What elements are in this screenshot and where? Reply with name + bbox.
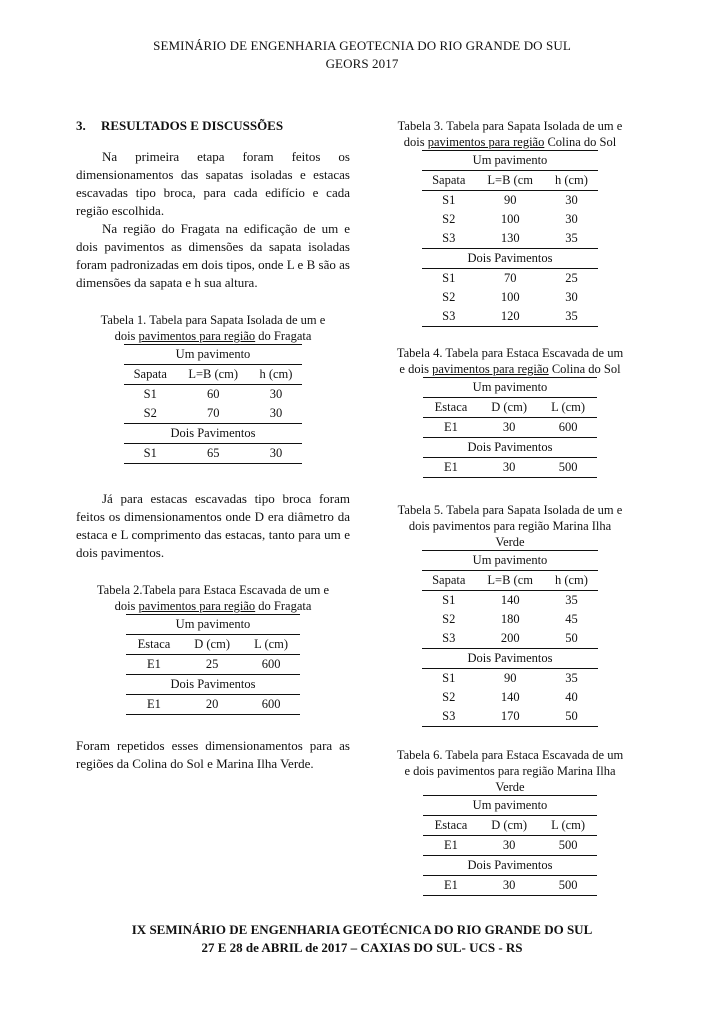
table-cell: S1 xyxy=(124,444,177,464)
group-label-dois-pavimentos: Dois Pavimentos xyxy=(422,249,598,269)
group-label-um-pavimento: Um pavimento xyxy=(423,796,597,816)
group-row xyxy=(423,796,597,816)
table-5-caption-line3: Verde xyxy=(495,535,525,549)
table-4-block xyxy=(374,345,646,478)
caption-text: dois xyxy=(403,135,428,149)
table-4-caption xyxy=(374,345,646,377)
header-row xyxy=(423,398,597,418)
table-cell: 600 xyxy=(242,695,300,715)
table-row xyxy=(422,629,598,649)
group-label-um-pavimento: Um pavimento xyxy=(124,345,302,365)
table-cell: 140 xyxy=(476,591,545,611)
table-row xyxy=(126,695,300,715)
table-cell: 500 xyxy=(539,876,597,896)
table-cell: 30 xyxy=(479,458,539,478)
table-row xyxy=(422,191,598,211)
table-cell: 45 xyxy=(565,612,578,626)
table-3-block xyxy=(374,118,646,327)
table-cell: 30 xyxy=(565,212,578,226)
table-2-caption xyxy=(76,582,350,614)
table-cell: 30 xyxy=(250,444,302,464)
table-row xyxy=(423,836,597,856)
table-cell: 20 xyxy=(182,695,242,715)
group-label-um-pavimento: Um pavimento xyxy=(422,151,598,171)
table-cell: E1 xyxy=(423,458,479,478)
caption-text: Colina do Sol xyxy=(544,135,617,149)
table-row xyxy=(423,876,597,896)
table-cell: E1 xyxy=(126,695,182,715)
group-row xyxy=(422,249,598,269)
table-cell: S3 xyxy=(442,631,456,645)
table-cell: 35 xyxy=(545,591,598,611)
group-label-dois-pavimentos: Dois Pavimentos xyxy=(422,649,598,669)
table-cell: 35 xyxy=(565,231,578,245)
table-cell: 130 xyxy=(500,231,520,245)
column-header: L=B (cm) xyxy=(177,365,250,385)
table-cell: E1 xyxy=(126,655,182,675)
table-row xyxy=(422,288,598,307)
header-row xyxy=(423,816,597,836)
running-header-line2: GEORS 2017 xyxy=(325,56,399,71)
right-column xyxy=(374,118,646,896)
table-cell: 90 xyxy=(476,669,545,689)
table-cell: 30 xyxy=(479,418,539,438)
table-5 xyxy=(422,550,598,727)
group-row xyxy=(422,151,598,171)
running-header-line1: SEMINÁRIO DE ENGENHARIA GEOTECNIA DO RIO GRANDE DO SUL xyxy=(153,38,571,53)
column-header: Estaca xyxy=(423,816,479,836)
table-5-caption-line1: Tabela 5. Tabela para Sapata Isolada de um e xyxy=(397,503,623,517)
table-cell: 30 xyxy=(269,406,283,420)
caption-text: dois xyxy=(114,329,139,343)
group-row xyxy=(126,675,300,695)
table-2-caption-line2 xyxy=(76,598,350,614)
group-label-dois-pavimentos: Dois Pavimentos xyxy=(423,438,597,458)
table-6-caption xyxy=(374,747,646,795)
table-cell: 60 xyxy=(177,385,250,405)
caption-underlined: pavimentos para região xyxy=(138,599,256,613)
table-cell: S3 xyxy=(422,707,476,727)
section-title: RESULTADOS E DISCUSSÕES xyxy=(101,118,284,133)
table-cell: 30 xyxy=(545,191,598,211)
table-4-caption-line2 xyxy=(374,361,646,377)
table-row xyxy=(422,269,598,289)
header-row xyxy=(124,365,302,385)
table-4 xyxy=(423,377,597,478)
table-6-caption-line1: Tabela 6. Tabela para Estaca Escavada de um xyxy=(396,748,624,762)
table-cell: S1 xyxy=(422,191,476,211)
table-cell: 25 xyxy=(545,269,598,289)
caption-underlined: pavimentos para região xyxy=(427,135,545,149)
table-4-caption-line1: Tabela 4. Tabela para Estaca Escavada de um xyxy=(396,346,624,360)
table-cell: E1 xyxy=(423,836,479,856)
header-row xyxy=(422,171,598,191)
table-cell: 200 xyxy=(500,631,520,645)
column-header: Sapata xyxy=(422,171,476,191)
table-cell: 35 xyxy=(545,307,598,327)
group-label-dois-pavimentos: Dois Pavimentos xyxy=(423,856,597,876)
table-cell: E1 xyxy=(423,418,479,438)
table-cell: 30 xyxy=(479,876,539,896)
table-cell: S3 xyxy=(422,307,476,327)
column-header: h (cm) xyxy=(545,171,598,191)
table-cell: S1 xyxy=(422,669,476,689)
group-label-um-pavimento: Um pavimento xyxy=(422,551,598,571)
table-1 xyxy=(124,344,302,464)
table-1-block xyxy=(76,312,350,464)
caption-underlined: pavimentos para região xyxy=(432,362,549,376)
table-2-caption-line1: Tabela 2.Tabela para Estaca Escavada de um e xyxy=(96,583,330,597)
paragraph-3: Já para estacas escavadas tipo broca foram feitos os dimensionamentos onde D era diâmetro da estaca e L comprimento das estacas, tanto para um e dois pavimentos. xyxy=(76,491,350,560)
section-heading xyxy=(76,118,350,134)
table-6-caption-line3: Verde xyxy=(495,780,525,794)
group-row xyxy=(124,424,302,444)
caption-underlined: pavimentos para região xyxy=(138,329,256,343)
column-header: D (cm) xyxy=(479,816,539,836)
table-5-block xyxy=(374,502,646,727)
group-row xyxy=(422,551,598,571)
table-cell: 70 xyxy=(476,269,545,289)
group-row xyxy=(124,345,302,365)
group-label-dois-pavimentos: Dois Pavimentos xyxy=(124,424,302,444)
table-row xyxy=(422,591,598,611)
table-2 xyxy=(126,614,300,715)
column-header: D (cm) xyxy=(182,635,242,655)
table-cell: S2 xyxy=(143,406,157,420)
table-cell: 600 xyxy=(242,655,300,675)
table-cell: S3 xyxy=(442,231,456,245)
table-6-caption-line2: e dois pavimentos para região Marina Ilha xyxy=(404,764,616,778)
table-row xyxy=(124,444,302,464)
table-1-caption-line2 xyxy=(76,328,350,344)
table-cell: 90 xyxy=(476,191,545,211)
table-cell: S1 xyxy=(422,591,476,611)
column-header: Estaca xyxy=(423,398,479,418)
table-cell: S2 xyxy=(442,290,456,304)
table-cell: 30 xyxy=(250,385,302,405)
table-3-caption-line2 xyxy=(374,134,646,150)
column-header: L=B (cm xyxy=(476,571,545,591)
table-cell: 170 xyxy=(476,707,545,727)
table-cell: 35 xyxy=(545,669,598,689)
column-header: Sapata xyxy=(124,365,177,385)
table-row xyxy=(422,210,598,229)
table-cell: S1 xyxy=(124,385,177,405)
table-row xyxy=(422,307,598,327)
table-6-block xyxy=(374,747,646,896)
table-cell: 25 xyxy=(182,655,242,675)
table-cell: S2 xyxy=(442,690,456,704)
table-cell: 70 xyxy=(206,406,220,420)
table-row xyxy=(422,610,598,629)
table-cell: 500 xyxy=(539,836,597,856)
table-cell: S1 xyxy=(422,269,476,289)
table-row xyxy=(126,655,300,675)
column-header: L (cm) xyxy=(242,635,300,655)
header-row xyxy=(126,635,300,655)
table-3-caption xyxy=(374,118,646,150)
column-header: L (cm) xyxy=(539,398,597,418)
table-row xyxy=(124,404,302,424)
paragraph-2: Na região do Fragata na edificação de um e dois pavimentos as dimensões da sapata isoladas foram padronizadas em dois tipos, onde L e B são as dimensões da sapata e h sua altura. xyxy=(76,221,350,290)
table-5-caption xyxy=(374,502,646,550)
table-cell: 500 xyxy=(539,458,597,478)
table-row xyxy=(423,418,597,438)
table-cell: 140 xyxy=(500,690,520,704)
group-row xyxy=(126,615,300,635)
table-cell: 65 xyxy=(177,444,250,464)
group-label-um-pavimento: Um pavimento xyxy=(423,378,597,398)
group-row xyxy=(423,438,597,458)
table-1-caption-line1: Tabela 1. Tabela para Sapata Isolada de um e xyxy=(100,313,326,327)
table-cell: 30 xyxy=(479,836,539,856)
paragraph-4: Foram repetidos esses dimensionamentos para as regiões da Colina do Sol e Marina Ilha Verde. xyxy=(76,738,350,771)
paragraph-1: Na primeira etapa foram feitos os dimensionamentos das sapatas isoladas e estacas escavadas tipo broca, para cada edifício e cada região escolhida. xyxy=(76,149,350,218)
group-row xyxy=(422,649,598,669)
table-cell: 50 xyxy=(545,707,598,727)
table-cell: 120 xyxy=(476,307,545,327)
table-row xyxy=(422,229,598,249)
table-cell: S2 xyxy=(442,212,456,226)
table-1-caption xyxy=(76,312,350,344)
column-header: h (cm) xyxy=(250,365,302,385)
table-cell: S2 xyxy=(442,612,456,626)
section-number: 3. xyxy=(76,118,86,133)
column-header: L (cm) xyxy=(539,816,597,836)
caption-text: Colina do Sol xyxy=(548,362,621,376)
table-row xyxy=(423,458,597,478)
column-header: D (cm) xyxy=(479,398,539,418)
caption-text: do Fragata xyxy=(255,329,312,343)
column-header: Estaca xyxy=(126,635,182,655)
table-6 xyxy=(423,795,597,896)
group-row xyxy=(423,378,597,398)
caption-text: e dois xyxy=(399,362,433,376)
caption-text: do Fragata xyxy=(255,599,312,613)
column-header: L=B (cm xyxy=(476,171,545,191)
table-cell: 100 xyxy=(500,212,520,226)
group-label-um-pavimento: Um pavimento xyxy=(126,615,300,635)
footer-line2: 27 E 28 de ABRIL de 2017 – CAXIAS DO SUL- UCS - RS xyxy=(201,940,523,955)
footer-line1: IX SEMINÁRIO DE ENGENHARIA GEOTÉCNICA DO RIO GRANDE DO SUL xyxy=(131,922,593,937)
table-cell: 600 xyxy=(539,418,597,438)
table-row xyxy=(422,688,598,707)
table-row xyxy=(124,385,302,405)
left-column xyxy=(76,118,350,773)
caption-text: dois xyxy=(114,599,139,613)
column-header: h (cm) xyxy=(545,571,598,591)
table-cell: 50 xyxy=(565,631,578,645)
table-row xyxy=(422,669,598,689)
table-2-block xyxy=(76,582,350,715)
group-row xyxy=(423,856,597,876)
table-row xyxy=(422,707,598,727)
table-cell: 100 xyxy=(500,290,520,304)
column-header: Sapata xyxy=(422,571,476,591)
table-cell: 180 xyxy=(500,612,520,626)
table-3-caption-line1: Tabela 3. Tabela para Sapata Isolada de um e xyxy=(397,119,623,133)
header-row xyxy=(422,571,598,591)
table-5-caption-line2: dois pavimentos para região Marina Ilha xyxy=(408,519,612,533)
table-cell: E1 xyxy=(423,876,479,896)
table-cell: 30 xyxy=(565,290,578,304)
table-cell: 40 xyxy=(565,690,578,704)
table-3 xyxy=(422,150,598,327)
group-label-dois-pavimentos: Dois Pavimentos xyxy=(126,675,300,695)
